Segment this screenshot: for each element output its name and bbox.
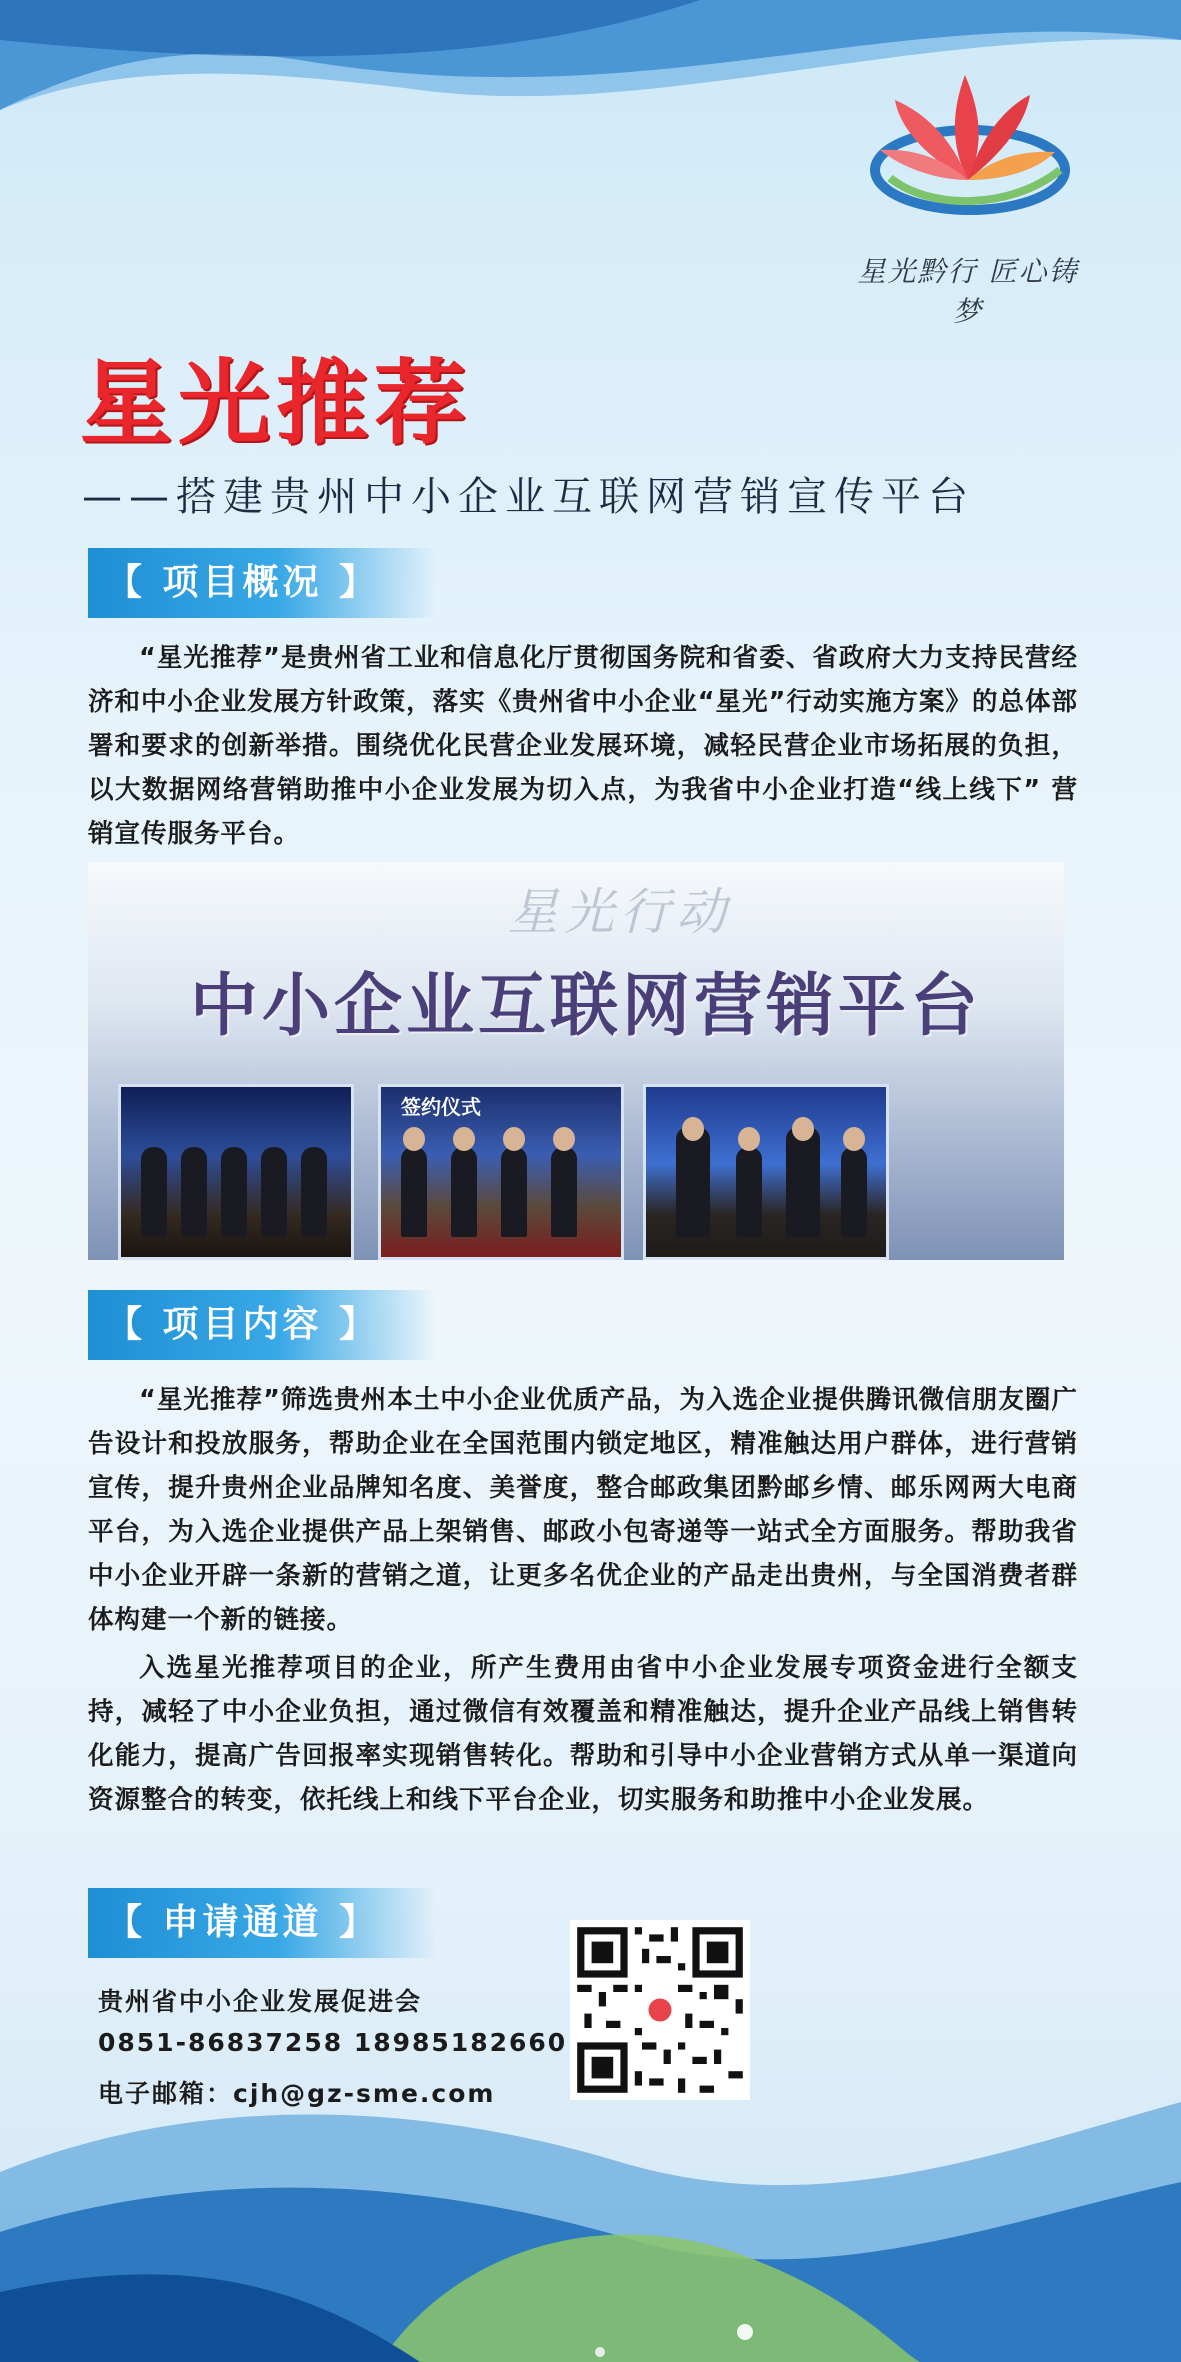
logo-slogan: 星光黔行 匠心铸梦: [857, 255, 1079, 328]
section-heading-overview: 【 项目概况 】: [88, 548, 436, 618]
handshake-photo: [643, 1084, 889, 1260]
conference-photo: [118, 1084, 354, 1260]
contact-organization: 贵州省中小企业发展促进会: [98, 1987, 423, 2016]
contact-email[interactable]: 电子邮箱：cjh@gz-sme.com: [98, 2079, 496, 2108]
section-heading-content: 【 项目内容 】: [88, 1290, 436, 1360]
page-title: 星光推荐: [80, 350, 473, 457]
overview-paragraph: “星光推荐”是贵州省工业和信息化厅贯彻国务院和省委、省政府大力支持民营经济和中小企业发展方针政策，落实《贵州省中小企业“星光”行动实施方案》的总体部署和要求的创新举措。围绕优化民营企业发展环境，减轻民营企业市场拓展的负担，以大数据网络营销助推中小企业发展为切入点，为我省中小企业打造“线上线下” 营销宣传服务平台。: [88, 643, 1078, 849]
content-paragraph-2: 入选星光推荐项目的企业，所产生费用由省中小企业发展专项资金进行全额支持，减轻了中小企业负担，通过微信有效覆盖和精准触达，提升企业产品线上销售转化能力，提高广告回报率实现销售转化。帮助和引导中小企业营销方式从单一渠道向资源整合的转变，依托线上和线下平台企业，切实服务和助推中小企业发展。: [88, 1653, 1078, 1815]
signing-ceremony-photo: [378, 1084, 624, 1260]
section-heading-apply: 【 申请通道 】: [88, 1888, 436, 1958]
banner-watermark: 星光行动: [508, 883, 732, 941]
qr-code-icon[interactable]: [570, 1920, 750, 2100]
banner-title: 中小企业互联网营销平台: [189, 967, 982, 1046]
content-paragraph-1: “星光推荐”筛选贵州本土中小企业优质产品，为入选企业提供腾讯微信朋友圈广告设计和投放服务，帮助企业在全国范围内锁定地区，精准触达用户群体，进行营销宣传，提升贵州企业品牌知名度、美誉度，整合邮政集团黔邮乡情、邮乐网两大电商平台，为入选企业提供产品上架销售、邮政小包寄递等一站式全方面服务。帮助我省中小企业开辟一条新的营销之道，让更多名优企业的产品走出贵州，与全国消费者群体构建一个新的链接。: [88, 1385, 1078, 1635]
ceremony-label: 签约仪式: [401, 1095, 481, 1119]
platform-banner-image: [88, 862, 1064, 1260]
page-subtitle: ——搭建贵州中小企业互联网营销宣传平台: [82, 474, 975, 520]
lotus-logo-icon: [850, 60, 1080, 240]
contact-phone[interactable]: 0851-86837258 18985182660: [98, 2028, 568, 2057]
